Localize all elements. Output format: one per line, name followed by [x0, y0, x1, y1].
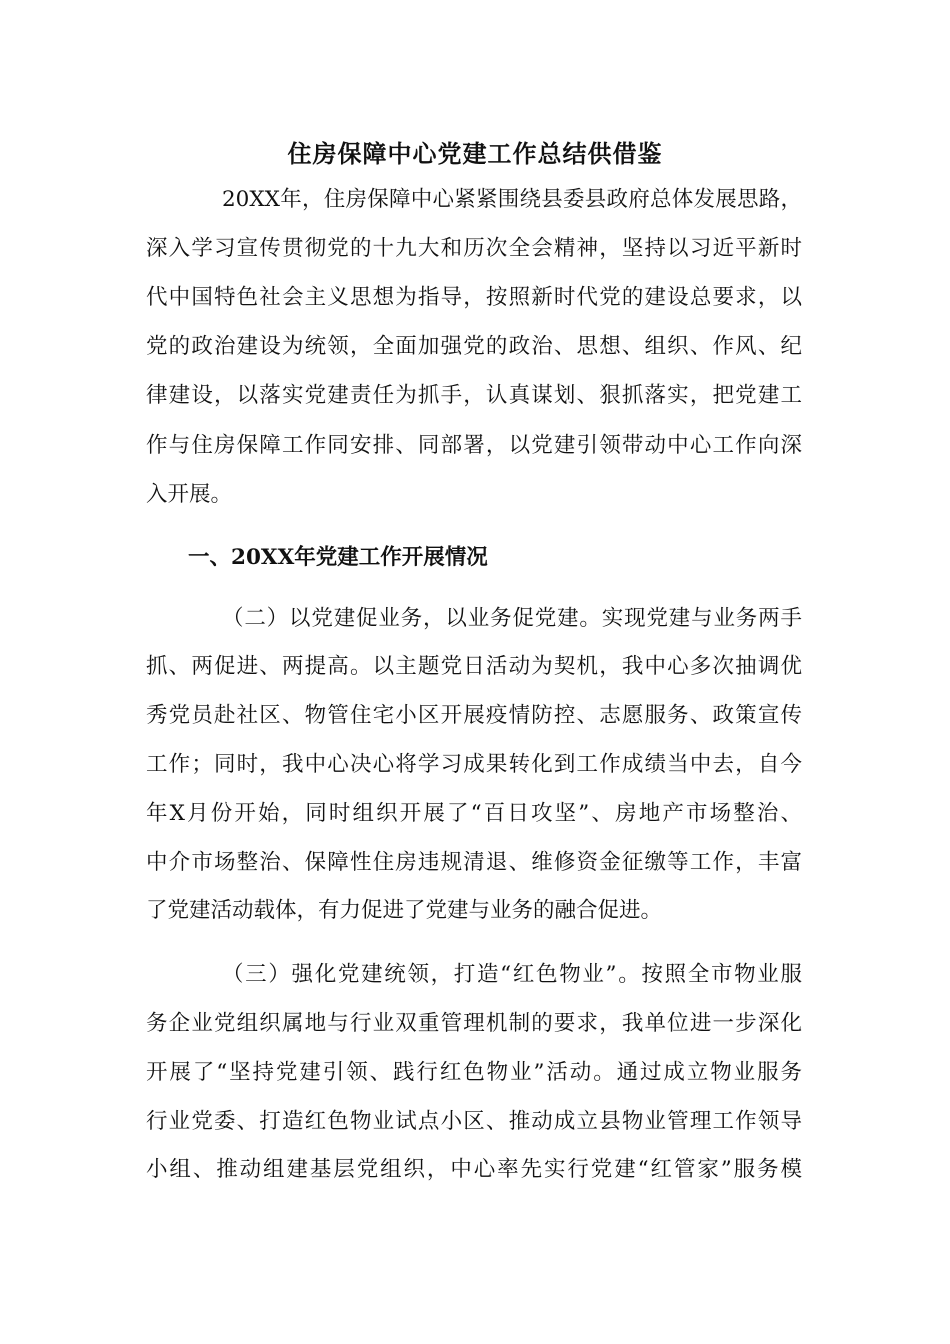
- paragraph-line: 中介市场整治、保障性住房违规清退、维修资金征缴等工作，丰富: [146, 850, 802, 875]
- paragraph-line: 20XX年，住房保障中心紧紧围绕县委县政府总体发展思路，: [222, 187, 802, 212]
- paragraph-line: 入开展。: [146, 482, 233, 507]
- document-title: 住房保障中心党建工作总结供借鉴: [287, 139, 663, 168]
- paragraph-line: 律建设，以落实党建责任为抓手，认真谋划、狠抓落实，把党建工: [146, 383, 802, 408]
- section-heading: 一、20XX年党建工作开展情况: [188, 545, 488, 570]
- paragraph-line: （二）以党建促业务，以业务促党建。实现党建与业务两手: [222, 606, 802, 631]
- paragraph-line: 小组、推动组建基层党组织，中心率先实行党建“红管家”服务模: [146, 1157, 802, 1182]
- paragraph-line: 了党建活动载体，有力促进了党建与业务的融合促进。: [146, 898, 663, 923]
- paragraph-line: 行业党委、打造红色物业试点小区、推动成立县物业管理工作领导: [146, 1109, 802, 1134]
- paragraph-line: 作与住房保障工作同安排、同部署，以党建引领带动中心工作向深: [146, 433, 802, 458]
- paragraph-line: 务企业党组织属地与行业双重管理机制的要求，我单位进一步深化: [146, 1011, 802, 1036]
- paragraph-line: 年X月份开始，同时组织开展了“百日攻坚”、房地产市场整治、: [146, 801, 802, 826]
- paragraph-line: 工作；同时，我中心决心将学习成果转化到工作成绩当中去，自今: [146, 752, 802, 777]
- paragraph-line: 代中国特色社会主义思想为指导，按照新时代党的建设总要求，以: [146, 285, 802, 310]
- paragraph-line: 抓、两促进、两提高。以主题党日活动为契机，我中心多次抽调优: [146, 654, 802, 679]
- paragraph-line: 党的政治建设为统领，全面加强党的政治、思想、组织、作风、纪: [146, 334, 802, 359]
- paragraph-line: （三）强化党建统领，打造“红色物业”。按照全市物业服: [222, 962, 802, 987]
- paragraph-line: 深入学习宣传贯彻党的十九大和历次全会精神，坚持以习近平新时: [146, 236, 802, 261]
- paragraph-line: 开展了“坚持党建引领、践行红色物业”活动。通过成立物业服务: [146, 1060, 802, 1085]
- paragraph-line: 秀党员赴社区、物管住宅小区开展疫情防控、志愿服务、政策宣传: [146, 703, 802, 728]
